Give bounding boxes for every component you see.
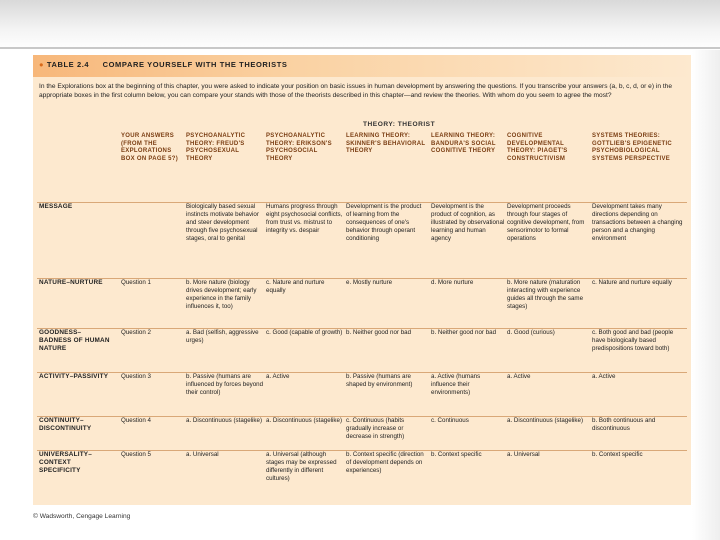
- table-cell: Question 1: [121, 279, 151, 286]
- table-cell: a. Universal: [186, 451, 219, 458]
- table-cell: Development proceeds through four stages of cognitive development, from sensorimotor to formal operations: [507, 203, 585, 242]
- table-cell: Biologically based sexual instincts motivate behavior and steer development through five psychosexual stages, oral to genital: [186, 203, 259, 242]
- table-cell: b. Neither good nor bad: [346, 329, 412, 336]
- table-cell: Question 3: [121, 373, 151, 380]
- table-cell: a. Discontinuous (stagelike): [266, 417, 343, 424]
- table-cell: Humans progress through eight psychosocial conflicts, from trust vs. mistrust to integrity vs. despair: [266, 203, 343, 234]
- table-cell: c. Nature and nurture equally: [592, 279, 672, 286]
- row-label: ACTIVITY–PASSIVITY: [39, 373, 109, 380]
- table-cell: c. Both good and bad (people have biologically based predispositions toward both): [592, 329, 674, 352]
- column-header: SYSTEMS THEORIES: GOTTLIEB'S EPIGENETIC PSYCHOBIOLOGICAL SYSTEMS PERSPECTIVE: [592, 133, 673, 162]
- table-cell: b. More nature (biology drives development; early experience in the family influences it, too): [186, 279, 257, 310]
- table-cell: c. Good (capable of growth): [266, 329, 343, 336]
- table-number: TABLE 2.4: [46, 60, 90, 69]
- table-cell: b. Context specific (direction of development depends on experiences): [346, 451, 424, 474]
- table-cell: Question 4: [121, 417, 151, 424]
- table-title: [39, 60, 288, 69]
- table-cell: Development is the product of cognition, as illustrated by observational learning and human agency: [431, 203, 505, 242]
- table-cell: a. Active: [266, 373, 290, 380]
- table-cell: Development takes many directions depending on transactions between a changing person and a changing environment: [592, 203, 683, 242]
- table-intro: In the Explorations box at the beginning of this chapter, you were asked to indicate your position on basic issues in human development by answering the questions. If you transcribe your answers (a, b, c, d, or e) in the appropriate boxes in the first column below, you can compare your stands with those of the theorists described in this chapter—and review the theories. With whom do you seem to agree the most?: [39, 83, 672, 99]
- table-title-text: COMPARE YOURSELF WITH THE THEORISTS: [102, 60, 288, 69]
- row-label: MESSAGE: [39, 203, 73, 210]
- table-cell: a. Active: [507, 373, 531, 380]
- table-cell: a. Active (humans influence their environments): [431, 373, 481, 396]
- table-cell: a. Discontinuous (stagelike): [186, 417, 263, 424]
- table-cell: a. Discontinuous (stagelike): [507, 417, 584, 424]
- table-cell: b. Neither good nor bad: [431, 329, 497, 336]
- column-header: LEARNING THEORY: BANDURA'S SOCIAL COGNITIVE THEORY: [431, 133, 496, 155]
- table-page: [33, 55, 691, 525]
- table-cell: b. Context specific: [592, 451, 643, 458]
- row-label: GOODNESS–BADNESS OF HUMAN NATURE: [39, 329, 110, 352]
- table-cell: b. More nature (maturation interacting with experience guides all through the same stages): [507, 279, 584, 310]
- table-cell: Question 2: [121, 329, 151, 336]
- slide-right-margin: [692, 50, 720, 540]
- slide-top-rule: [0, 47, 720, 49]
- column-header: PSYCHOANALYTIC THEORY: FREUD'S PSYCHOSEXUAL THEORY: [186, 133, 246, 162]
- table-cell: b. Passive (humans are influenced by forces beyond their control): [186, 373, 264, 396]
- table-cell: b. Passive (humans are shaped by environment): [346, 373, 413, 388]
- table-footer: [33, 505, 691, 525]
- table-cell: a. Bad (selfish, aggressive urges): [186, 329, 259, 344]
- table-cell: c. Continuous: [431, 417, 469, 424]
- table-cell: a. Active: [592, 373, 616, 380]
- table-cell: Development is the product of learning from the consequences of one's behavior through operant conditioning: [346, 203, 422, 242]
- theory-header: THEORY: THEORIST: [363, 121, 436, 128]
- table-cell: b. Context specific: [431, 451, 482, 458]
- column-header: LEARNING THEORY: SKINNER'S BEHAVIORAL THEORY: [346, 133, 426, 155]
- table-cell: a. Universal: [507, 451, 540, 458]
- slide-top-band: [0, 0, 720, 50]
- table-cell: d. Good (curious): [507, 329, 555, 336]
- copyright-notice: © Wadsworth, Cengage Learning: [33, 513, 131, 520]
- table-cell: Question 5: [121, 451, 151, 458]
- column-header: COGNITIVE DEVELOPMENTAL THEORY: PIAGET'S CONSTRUCTIVISM: [507, 133, 568, 162]
- table-cell: b. Both continuous and discontinuous: [592, 417, 656, 432]
- row-label: UNIVERSALITY–CONTEXT SPECIFICITY: [39, 451, 93, 474]
- table-cell: d. More nurture: [431, 279, 474, 286]
- row-label: CONTINUITY–DISCONTINUITY: [39, 417, 92, 432]
- bullet-icon: ●: [39, 60, 45, 69]
- column-header: YOUR ANSWERS (FROM THE EXPLORATIONS BOX ON PAGE 5?): [121, 133, 179, 162]
- table-cell: a. Universal (although stages may be expressed differently in different cultures): [266, 451, 337, 482]
- table-cell: e. Mostly nurture: [346, 279, 393, 286]
- table-cell: c. Continuous (habits gradually increase or decrease in strength): [346, 417, 405, 440]
- table-cell: c. Nature and nurture equally: [266, 279, 325, 294]
- row-label: NATURE–NURTURE: [39, 279, 103, 286]
- column-header: PSYCHOANALYTIC THEORY: ERIKSON'S PSYCHOSOCIAL THEORY: [266, 133, 332, 162]
